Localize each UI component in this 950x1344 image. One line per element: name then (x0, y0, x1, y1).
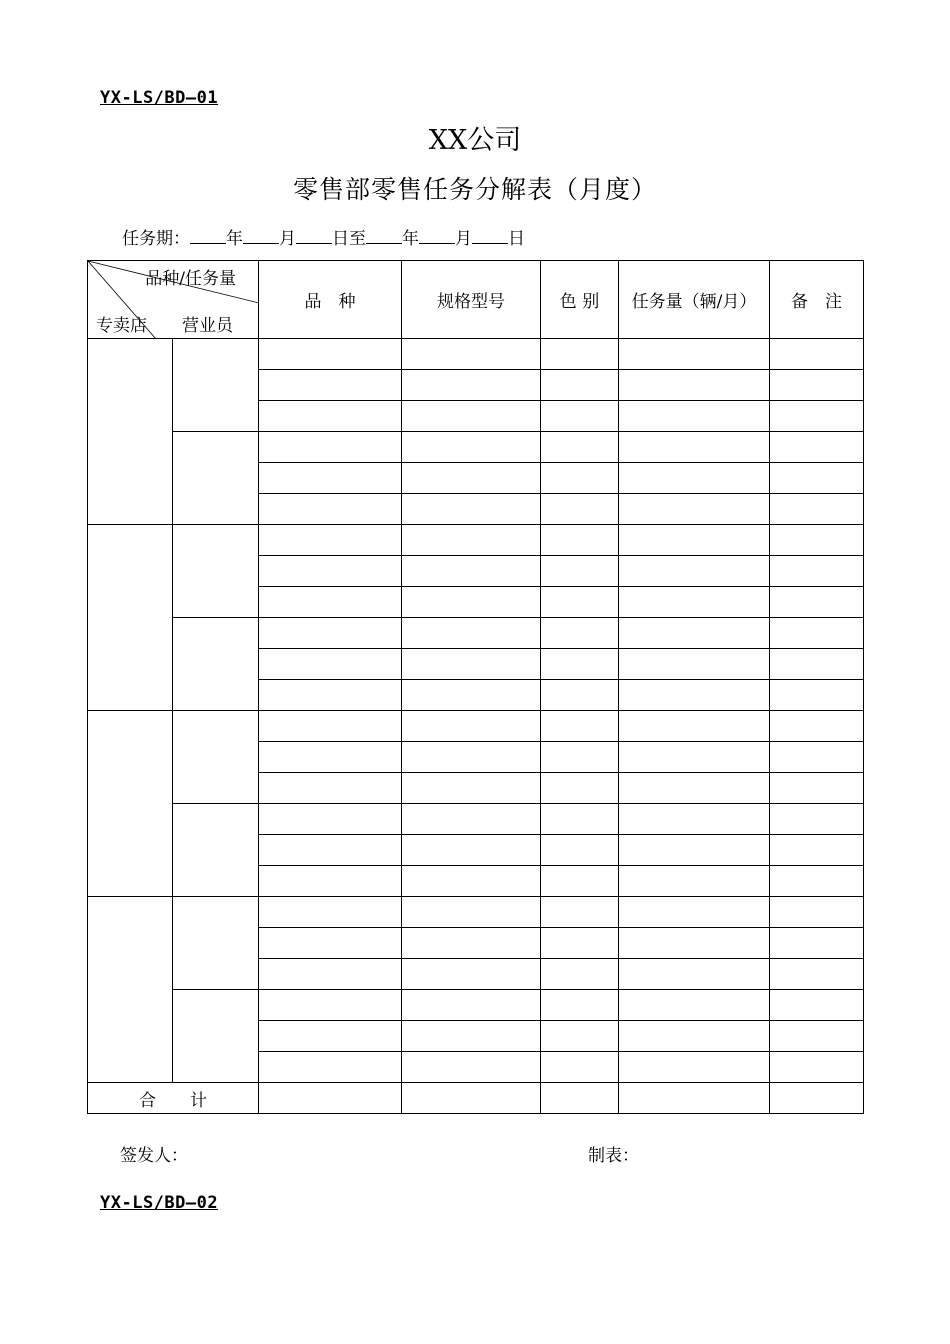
task-cell[interactable] (619, 339, 770, 370)
model-cell[interactable] (402, 463, 541, 494)
remark-cell[interactable] (770, 835, 864, 866)
salesperson-cell[interactable] (173, 711, 259, 804)
col-header-model: 规格型号 (402, 261, 541, 339)
table-row (88, 339, 864, 370)
task-cell[interactable] (619, 556, 770, 587)
year-blank-2 (366, 227, 402, 244)
month-blank-1 (243, 227, 279, 244)
day-blank-2 (472, 227, 508, 244)
variety-cell[interactable] (259, 680, 402, 711)
variety-cell[interactable] (259, 618, 402, 649)
day-unit-to: 日至 (332, 229, 366, 249)
remark-cell[interactable] (770, 804, 864, 835)
month-blank-2 (419, 227, 455, 244)
task-cell[interactable] (619, 1021, 770, 1052)
model-cell[interactable] (402, 649, 541, 680)
color-cell[interactable] (541, 1052, 619, 1083)
salesperson-cell[interactable] (173, 990, 259, 1083)
variety-cell[interactable] (259, 742, 402, 773)
color-cell[interactable] (541, 990, 619, 1021)
remark-cell[interactable] (770, 742, 864, 773)
model-cell[interactable] (402, 866, 541, 897)
variety-cell[interactable] (259, 432, 402, 463)
issuer-label: 签发人： (120, 1146, 188, 1166)
remark-cell[interactable] (770, 556, 864, 587)
remark-cell[interactable] (770, 1052, 864, 1083)
task-cell[interactable] (619, 463, 770, 494)
variety-cell[interactable] (259, 494, 402, 525)
task-cell[interactable] (619, 525, 770, 556)
model-cell[interactable] (402, 556, 541, 587)
header-row (88, 261, 864, 339)
color-cell[interactable] (541, 587, 619, 618)
task-cell[interactable] (619, 649, 770, 680)
color-cell[interactable] (541, 711, 619, 742)
task-cell[interactable] (619, 370, 770, 401)
salesperson-cell[interactable] (173, 432, 259, 525)
color-cell[interactable] (541, 928, 619, 959)
color-cell[interactable] (541, 494, 619, 525)
task-cell[interactable] (619, 587, 770, 618)
period-label: 任务期： (122, 229, 190, 249)
model-cell[interactable] (402, 1021, 541, 1052)
col-header-color: 色 别 (541, 261, 619, 339)
total-label: 合 计 (88, 1083, 259, 1114)
task-cell[interactable] (619, 618, 770, 649)
task-cell[interactable] (619, 1052, 770, 1083)
month-unit-2: 月 (455, 229, 472, 249)
salesperson-cell[interactable] (173, 804, 259, 897)
remark-cell[interactable] (770, 959, 864, 990)
total-model-cell[interactable] (402, 1083, 541, 1114)
remark-cell[interactable] (770, 463, 864, 494)
salesperson-cell[interactable] (173, 897, 259, 990)
variety-cell[interactable] (259, 866, 402, 897)
salesperson-cell[interactable] (173, 618, 259, 711)
model-cell[interactable] (402, 928, 541, 959)
diagonal-header-cell (88, 261, 259, 339)
task-cell[interactable] (619, 804, 770, 835)
color-cell[interactable] (541, 618, 619, 649)
store-cell[interactable] (88, 525, 173, 711)
model-cell[interactable] (402, 680, 541, 711)
maker-label: 制表： (588, 1146, 639, 1166)
remark-cell[interactable] (770, 897, 864, 928)
table-row (88, 711, 864, 742)
remark-cell[interactable] (770, 618, 864, 649)
task-cell[interactable] (619, 959, 770, 990)
total-row (88, 1083, 864, 1114)
task-cell[interactable] (619, 990, 770, 1021)
color-cell[interactable] (541, 866, 619, 897)
store-cell[interactable] (88, 897, 173, 1083)
variety-cell[interactable] (259, 401, 402, 432)
corner-label-salesperson: 营业员 (182, 316, 233, 336)
model-cell[interactable] (402, 339, 541, 370)
task-cell[interactable] (619, 773, 770, 804)
table-row (88, 897, 864, 928)
col-header-variety: 品 种 (259, 261, 402, 339)
model-cell[interactable] (402, 804, 541, 835)
total-remark-cell[interactable] (770, 1083, 864, 1114)
color-cell[interactable] (541, 432, 619, 463)
task-cell[interactable] (619, 866, 770, 897)
variety-cell[interactable] (259, 711, 402, 742)
remark-cell[interactable] (770, 1021, 864, 1052)
remark-cell[interactable] (770, 339, 864, 370)
table-row (88, 432, 864, 463)
store-cell[interactable] (88, 711, 173, 897)
variety-cell[interactable] (259, 339, 402, 370)
day-unit-2: 日 (508, 229, 525, 249)
day-blank-1 (296, 227, 332, 244)
variety-cell[interactable] (259, 773, 402, 804)
color-cell[interactable] (541, 339, 619, 370)
variety-cell[interactable] (259, 1021, 402, 1052)
color-cell[interactable] (541, 680, 619, 711)
variety-cell[interactable] (259, 370, 402, 401)
corner-label-store: 专卖店 (96, 316, 147, 336)
remark-cell[interactable] (770, 649, 864, 680)
color-cell[interactable] (541, 804, 619, 835)
color-cell[interactable] (541, 556, 619, 587)
color-cell[interactable] (541, 525, 619, 556)
variety-cell[interactable] (259, 556, 402, 587)
table-row (88, 525, 864, 556)
model-cell[interactable] (402, 835, 541, 866)
variety-cell[interactable] (259, 897, 402, 928)
remark-cell[interactable] (770, 494, 864, 525)
col-header-remark: 备 注 (770, 261, 864, 339)
remark-cell[interactable] (770, 866, 864, 897)
model-cell[interactable] (402, 959, 541, 990)
variety-cell[interactable] (259, 835, 402, 866)
color-cell[interactable] (541, 835, 619, 866)
document-code-top: YX-LS/BD—01 (100, 88, 219, 108)
color-cell[interactable] (541, 401, 619, 432)
col-header-task: 任务量（辆/月） (619, 261, 770, 339)
remark-cell[interactable] (770, 928, 864, 959)
task-breakdown-table (87, 260, 864, 1114)
salesperson-cell[interactable] (173, 339, 259, 432)
model-cell[interactable] (402, 525, 541, 556)
corner-label-variety-task: 品种/任务量 (145, 269, 236, 289)
remark-cell[interactable] (770, 680, 864, 711)
company-name: XX公司 (428, 125, 522, 156)
variety-cell[interactable] (259, 928, 402, 959)
remark-cell[interactable] (770, 587, 864, 618)
model-cell[interactable] (402, 897, 541, 928)
task-cell[interactable] (619, 711, 770, 742)
model-cell[interactable] (402, 990, 541, 1021)
variety-cell[interactable] (259, 990, 402, 1021)
variety-cell[interactable] (259, 587, 402, 618)
total-color-cell[interactable] (541, 1083, 619, 1114)
color-cell[interactable] (541, 370, 619, 401)
remark-cell[interactable] (770, 711, 864, 742)
task-cell[interactable] (619, 835, 770, 866)
month-unit-1: 月 (279, 229, 296, 249)
color-cell[interactable] (541, 463, 619, 494)
total-variety-cell[interactable] (259, 1083, 402, 1114)
model-cell[interactable] (402, 370, 541, 401)
store-cell[interactable] (88, 339, 173, 525)
remark-cell[interactable] (770, 525, 864, 556)
remark-cell[interactable] (770, 401, 864, 432)
variety-cell[interactable] (259, 463, 402, 494)
year-unit-2: 年 (402, 229, 419, 249)
variety-cell[interactable] (259, 804, 402, 835)
model-cell[interactable] (402, 432, 541, 463)
model-cell[interactable] (402, 1052, 541, 1083)
year-unit-1: 年 (226, 229, 243, 249)
table-row (88, 990, 864, 1021)
task-cell[interactable] (619, 928, 770, 959)
model-cell[interactable] (402, 587, 541, 618)
color-cell[interactable] (541, 1021, 619, 1052)
remark-cell[interactable] (770, 432, 864, 463)
total-task-cell[interactable] (619, 1083, 770, 1114)
model-cell[interactable] (402, 618, 541, 649)
table-row (88, 804, 864, 835)
model-cell[interactable] (402, 711, 541, 742)
remark-cell[interactable] (770, 370, 864, 401)
color-cell[interactable] (541, 897, 619, 928)
model-cell[interactable] (402, 401, 541, 432)
variety-cell[interactable] (259, 959, 402, 990)
color-cell[interactable] (541, 742, 619, 773)
task-cell[interactable] (619, 401, 770, 432)
variety-cell[interactable] (259, 649, 402, 680)
task-period (122, 224, 525, 249)
color-cell[interactable] (541, 959, 619, 990)
task-cell[interactable] (619, 680, 770, 711)
variety-cell[interactable] (259, 1052, 402, 1083)
color-cell[interactable] (541, 649, 619, 680)
color-cell[interactable] (541, 773, 619, 804)
form-title: 零售部零售任务分解表（月度） (292, 175, 657, 204)
salesperson-cell[interactable] (173, 525, 259, 618)
task-cell[interactable] (619, 432, 770, 463)
model-cell[interactable] (402, 742, 541, 773)
year-blank-1 (190, 227, 226, 244)
document-code-bottom: YX-LS/BD—02 (100, 1193, 219, 1213)
model-cell[interactable] (402, 773, 541, 804)
remark-cell[interactable] (770, 990, 864, 1021)
variety-cell[interactable] (259, 525, 402, 556)
task-cell[interactable] (619, 897, 770, 928)
table-row (88, 618, 864, 649)
task-cell[interactable] (619, 494, 770, 525)
task-cell[interactable] (619, 742, 770, 773)
model-cell[interactable] (402, 494, 541, 525)
remark-cell[interactable] (770, 773, 864, 804)
